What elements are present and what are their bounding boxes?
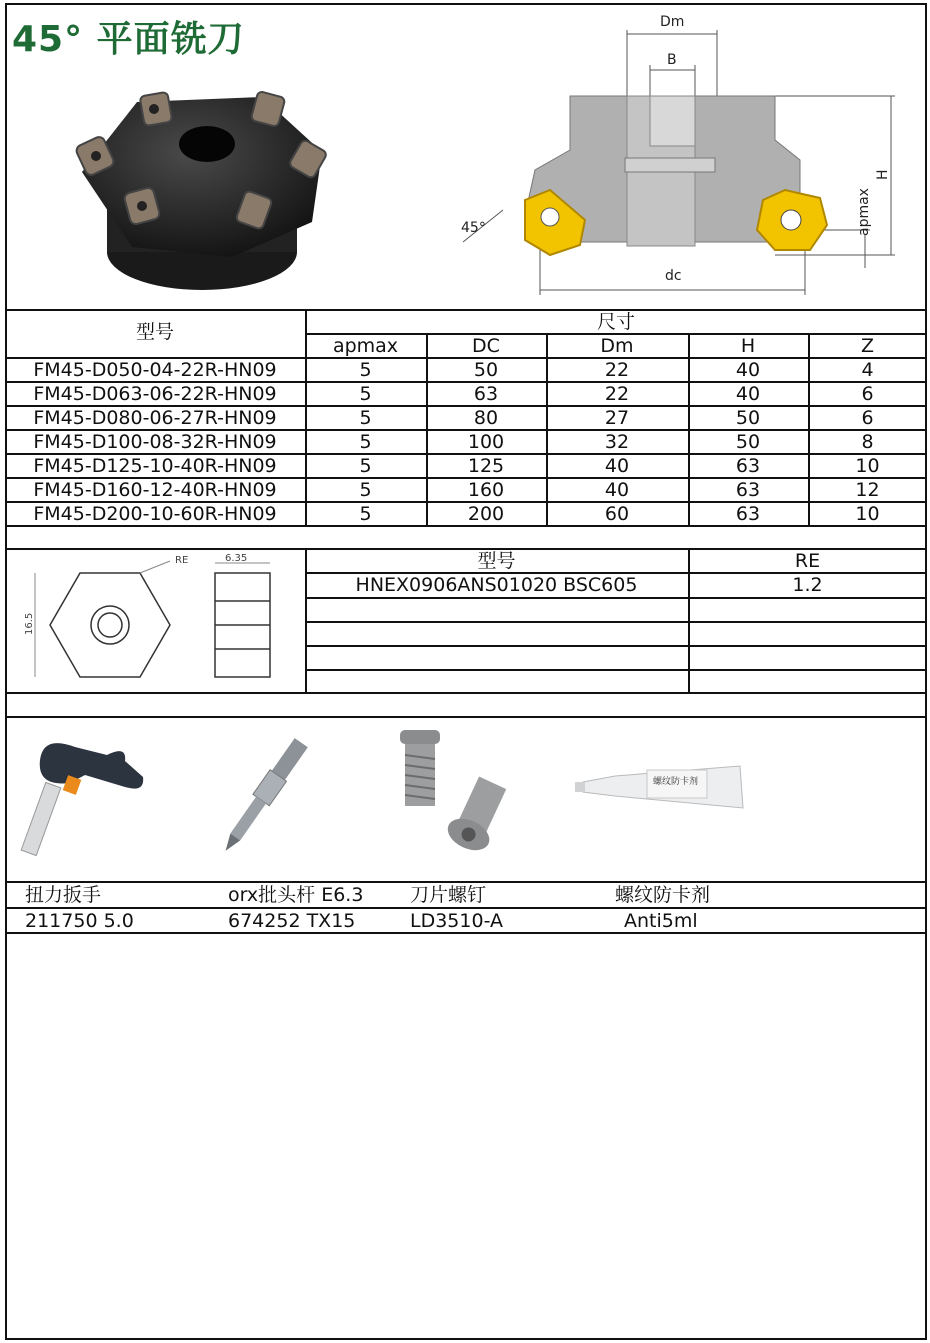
row-apmax: 5	[359, 431, 372, 453]
row-h: 63	[735, 503, 761, 525]
row-z: 6	[861, 383, 874, 405]
rule	[5, 907, 927, 909]
row-model: FM45-D063-06-22R-HN09	[33, 383, 277, 405]
row-h: 50	[735, 407, 761, 429]
row-z: 10	[855, 503, 880, 525]
row-dc: 100	[467, 431, 505, 453]
row-model: FM45-D160-12-40R-HN09	[33, 479, 277, 501]
dimension-header: 尺寸	[596, 311, 635, 333]
rule	[305, 621, 927, 623]
accessory-code: 211750 5.0	[25, 910, 134, 932]
row-dm: 22	[604, 359, 630, 381]
row-dm: 32	[604, 431, 630, 453]
row-model: FM45-D125-10-40R-HN09	[33, 455, 277, 477]
insert-drawing	[20, 553, 295, 688]
row-z: 4	[861, 359, 874, 381]
row-dc: 80	[473, 407, 499, 429]
row-z: 6	[861, 407, 874, 429]
page-title: 45° 平面铣刀	[12, 19, 245, 60]
ic-label: 16.5	[24, 612, 35, 635]
rule	[305, 669, 927, 671]
row-apmax: 5	[359, 503, 372, 525]
col-apmax-header: apmax	[332, 335, 399, 357]
accessory-label: 刀片螺钉	[410, 884, 487, 906]
row-apmax: 5	[359, 479, 372, 501]
row-dc: 50	[473, 359, 499, 381]
row-z: 8	[861, 431, 874, 453]
row-apmax: 5	[359, 359, 372, 381]
insert-model: HNEX0906ANS01020 BSC605	[355, 574, 638, 596]
accessory-code: 674252 TX15	[228, 910, 356, 932]
row-h: 40	[735, 359, 761, 381]
insert-screws-image	[385, 725, 525, 865]
col-h-header: H	[740, 335, 756, 357]
row-apmax: 5	[359, 407, 372, 429]
row-model: FM45-D080-06-27R-HN09	[33, 407, 277, 429]
b-label: B	[667, 52, 677, 68]
tube-label-text: 螺纹防卡剂	[653, 777, 699, 787]
rule	[305, 645, 927, 647]
row-h: 63	[735, 455, 761, 477]
anti-seize-tube-image	[575, 760, 750, 820]
row-model: FM45-D100-08-32R-HN09	[33, 431, 277, 453]
row-dm: 40	[604, 455, 630, 477]
insert-re: 1.2	[792, 574, 823, 596]
col-dc-header: DC	[472, 335, 500, 357]
row-dc: 200	[467, 503, 505, 525]
rule	[5, 716, 927, 718]
insert-model-header: 型号	[477, 550, 516, 572]
row-apmax: 5	[359, 383, 372, 405]
angle-label: 45°	[461, 220, 486, 236]
row-h: 63	[735, 479, 761, 501]
row-dc: 63	[473, 383, 499, 405]
col-dm-header: Dm	[600, 335, 634, 357]
accessory-label: 螺纹防卡剂	[615, 884, 711, 906]
accessory-code: LD3510-A	[410, 910, 504, 932]
face-mill-photo	[62, 82, 347, 297]
thickness-label: 6.35	[225, 553, 248, 564]
row-dc: 125	[467, 455, 505, 477]
rule	[5, 525, 927, 527]
cutter-dimension-diagram	[455, 10, 910, 300]
row-model: FM45-D050-04-22R-HN09	[33, 359, 277, 381]
h-label: H	[875, 169, 891, 180]
dm-label: Dm	[660, 14, 685, 30]
row-dm: 27	[604, 407, 630, 429]
col-z-header: Z	[860, 335, 875, 357]
torx-bit-image	[200, 730, 325, 865]
re-drawing-label: RE	[175, 555, 189, 566]
row-dc: 160	[467, 479, 505, 501]
accessory-label: orx批头杆 E6.3	[228, 884, 364, 906]
model-header: 型号	[135, 321, 174, 343]
row-model: FM45-D200-10-60R-HN09	[33, 503, 277, 525]
insert-re-header: RE	[794, 550, 821, 572]
row-h: 50	[735, 431, 761, 453]
rule	[5, 881, 927, 883]
accessory-code: Anti5ml	[624, 910, 698, 932]
row-z: 10	[855, 455, 880, 477]
rule	[5, 932, 927, 934]
rule	[305, 597, 927, 599]
row-z: 12	[855, 479, 880, 501]
row-dm: 40	[604, 479, 630, 501]
accessory-label: 扭力扳手	[25, 884, 102, 906]
row-apmax: 5	[359, 455, 372, 477]
apmax-label: apmax	[856, 188, 872, 236]
rule	[5, 692, 927, 694]
row-h: 40	[735, 383, 761, 405]
dc-label: dc	[665, 268, 682, 284]
row-dm: 22	[604, 383, 630, 405]
row-dm: 60	[604, 503, 630, 525]
torque-wrench-image	[15, 725, 150, 865]
